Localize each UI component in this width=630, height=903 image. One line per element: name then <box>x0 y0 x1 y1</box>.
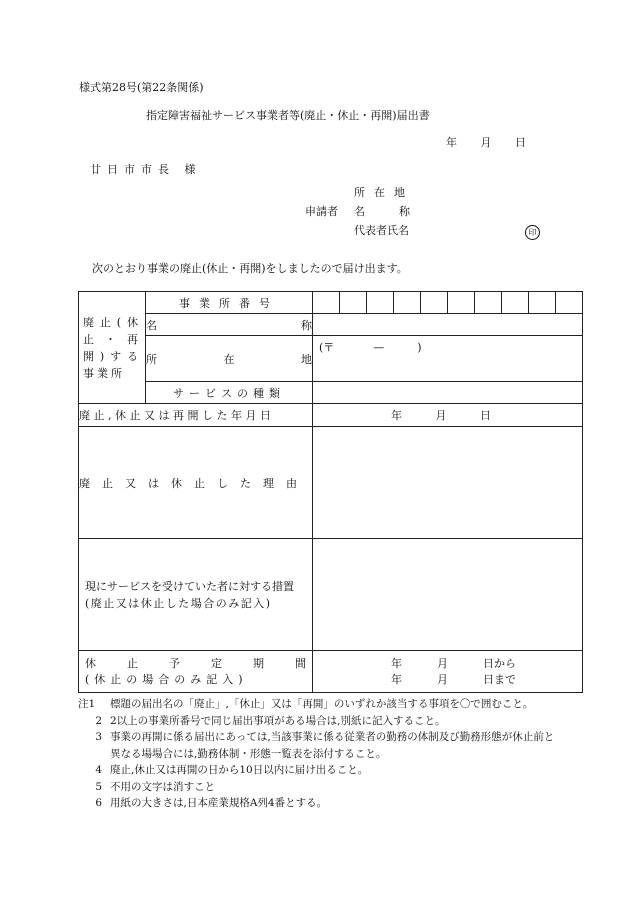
period-from-month: 月 <box>437 656 448 670</box>
per-text: 休 止 予 定 期 間 <box>85 656 306 670</box>
office-location-field[interactable] <box>313 336 583 382</box>
note-number: 5 <box>95 780 102 793</box>
measures-label <box>79 539 313 651</box>
reason-label: 廃止又は休止した理由 <box>79 427 313 539</box>
office-number-digit[interactable] <box>502 292 529 314</box>
period-to-suffix: 日まで <box>483 672 516 686</box>
note-item <box>78 795 558 812</box>
note-number: 6 <box>95 797 102 809</box>
office-number-digit[interactable] <box>340 292 367 314</box>
period-label-line2: (休止の場合のみ記入) <box>85 672 248 686</box>
applicant-rep-label: 代表者氏名 <box>354 224 409 237</box>
note-number: 注1 <box>78 698 96 710</box>
postal-prefix: (〒 <box>319 341 335 354</box>
office-group-label: 廃止(休止・再開)する事業所 <box>79 292 146 404</box>
date-field[interactable] <box>313 404 583 427</box>
intro-text: 次のとおり事業の廃止(休止・再開)をしましたので届け出ます。 <box>92 262 408 275</box>
office-name-label <box>146 314 313 336</box>
form-number: 様式第28号(第22条関係) <box>79 81 204 94</box>
day-label: 日 <box>515 136 526 149</box>
addressee: 廿日市市長 様 <box>90 163 202 176</box>
date-month: 月 <box>435 409 447 422</box>
office-number-digit[interactable] <box>529 292 556 314</box>
office-number-digit[interactable] <box>556 292 583 314</box>
period-from-suffix: 日から <box>483 656 516 670</box>
applicant-address-label: 所在地 <box>354 186 414 199</box>
note-item <box>78 729 558 762</box>
note-item <box>78 713 558 730</box>
loc-text: 所 在 地 <box>146 352 312 366</box>
year-label: 年 <box>446 136 457 149</box>
measures-field[interactable] <box>313 539 583 651</box>
applicant-label: 申請者 <box>305 205 338 218</box>
submission-date <box>446 134 526 150</box>
seal-icon: 印 <box>525 220 540 240</box>
measures-label-line2: (廃止又は休止した場合のみ記入) <box>85 596 272 610</box>
note-item <box>78 762 558 779</box>
service-type-label: サービスの種類 <box>146 382 313 404</box>
suspension-period-label <box>79 651 313 693</box>
note-number: 3 <box>95 731 102 743</box>
note-number: 4 <box>95 764 102 776</box>
note-item <box>78 696 558 713</box>
applicant-name-label <box>354 203 410 219</box>
note-text: 標題の届出名の「廃止」,「休止」又は「再開」のいずれか該当する事項を〇で囲むこと。 <box>110 698 534 710</box>
office-number-label: 事業所番号 <box>146 292 313 314</box>
period-to-year: 年 <box>391 672 402 686</box>
postal-suffix: ) <box>417 341 422 354</box>
note-text: 不用の文字は消すこと <box>110 780 215 793</box>
office-number-digit[interactable] <box>448 292 475 314</box>
postal-dash: — <box>373 341 385 354</box>
date-label: 廃止,休止又は再開した年月日 <box>79 404 313 427</box>
notes <box>78 696 558 812</box>
note-number: 2 <box>95 714 102 727</box>
period-to-month: 月 <box>437 672 448 686</box>
date-year: 年 <box>391 409 402 422</box>
suspension-period-field[interactable] <box>313 651 583 693</box>
office-number-digit[interactable] <box>394 292 421 314</box>
office-number-digit[interactable] <box>421 292 448 314</box>
period-from-year: 年 <box>391 656 402 670</box>
note-text: 事業の再開に係る届出にあっては,当該事業に係る従業者の勤務の体制及び勤務形態が休止前と異なる場場合には,勤務体制・形態一覧表を添付すること。 <box>110 731 555 760</box>
form-table <box>78 291 583 693</box>
office-number-digit[interactable] <box>367 292 394 314</box>
month-label: 月 <box>480 136 492 149</box>
measures-label-line1: 現にサービスを受けていた者に対する措置 <box>85 579 294 593</box>
nm2-text: 名 称 <box>146 318 312 332</box>
form-title: 指定障害福祉サービス事業者等(廃止・休止・再開)届出書 <box>146 109 430 122</box>
office-number-digit[interactable] <box>475 292 502 314</box>
note-text: 廃止,休止又は再開の日から10日以内に届け出ること。 <box>110 764 369 776</box>
office-name-field[interactable] <box>313 314 583 336</box>
reason-field[interactable] <box>313 427 583 539</box>
office-number-digit[interactable] <box>313 292 340 314</box>
note-text: 用紙の大きさは,日本産業規格A列4番とする。 <box>110 797 328 809</box>
note-item <box>78 779 558 796</box>
note-text: 2以上の事業所番号で同じ届出事項がある場合は,別紙に記入すること。 <box>110 714 446 727</box>
date-day: 日 <box>480 409 491 422</box>
office-location-label <box>146 336 313 382</box>
service-type-field[interactable] <box>313 382 583 404</box>
nm-text: 名 称 <box>354 205 410 218</box>
